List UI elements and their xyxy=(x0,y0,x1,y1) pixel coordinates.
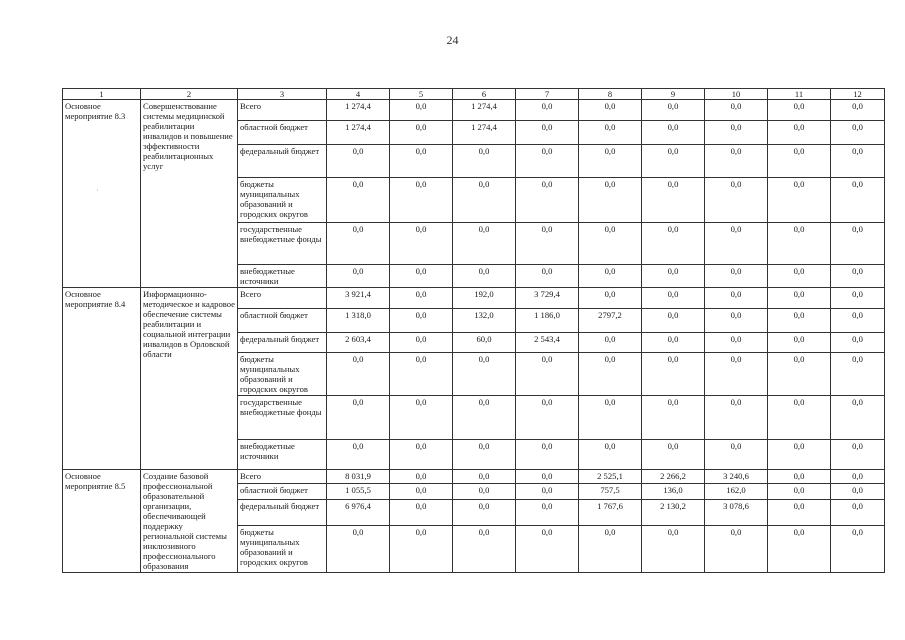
amount-cell: 2 130,2 xyxy=(642,500,705,526)
amount-cell: 0,0 xyxy=(453,353,516,396)
amount-cell: 192,0 xyxy=(453,288,516,309)
amount-cell: 0,0 xyxy=(516,484,579,500)
amount-cell: 0,0 xyxy=(390,145,453,178)
amount-cell: 136,0 xyxy=(642,484,705,500)
amount-cell: 3 078,6 xyxy=(705,500,768,526)
amount-cell: 0,0 xyxy=(327,265,390,288)
amount-cell: 0,0 xyxy=(642,440,705,470)
amount-cell: 0,0 xyxy=(768,440,831,470)
amount-cell: 0,0 xyxy=(579,178,642,223)
amount-cell: 0,0 xyxy=(768,333,831,353)
amount-cell: 3 921,4 xyxy=(327,288,390,309)
column-number: 1 xyxy=(63,89,141,100)
activity-name: Основное мероприятие 8.4 xyxy=(63,288,141,470)
amount-cell: 0,0 xyxy=(579,100,642,121)
column-number: 11 xyxy=(768,89,831,100)
amount-cell: 0,0 xyxy=(642,145,705,178)
funding-source: Всего xyxy=(238,288,327,309)
column-number: 2 xyxy=(141,89,238,100)
table-row xyxy=(63,288,885,309)
amount-cell: 0,0 xyxy=(516,526,579,573)
amount-cell: 0,0 xyxy=(579,288,642,309)
funding-source: государственные внебюджетные фонды xyxy=(238,396,327,440)
amount-cell: 6 976,4 xyxy=(327,500,390,526)
amount-cell: 0,0 xyxy=(705,100,768,121)
amount-cell: 0,0 xyxy=(327,353,390,396)
amount-cell: 0,0 xyxy=(327,145,390,178)
funding-source: областной бюджет xyxy=(238,309,327,333)
amount-cell: 0,0 xyxy=(831,396,885,440)
amount-cell: 0,0 xyxy=(831,333,885,353)
amount-cell: 162,0 xyxy=(705,484,768,500)
amount-cell: 0,0 xyxy=(768,178,831,223)
column-number-row xyxy=(63,89,885,100)
amount-cell: 0,0 xyxy=(831,470,885,484)
amount-cell: 0,0 xyxy=(516,223,579,265)
amount-cell: 0,0 xyxy=(642,265,705,288)
amount-cell: 0,0 xyxy=(705,265,768,288)
amount-cell: 1 186,0 xyxy=(516,309,579,333)
activity-description: Совершенствование системы медицинской реабилитации инвалидов и повышение эффективности реабилитационных услуг xyxy=(141,100,238,288)
amount-cell: 0,0 xyxy=(642,178,705,223)
amount-cell: 0,0 xyxy=(390,500,453,526)
amount-cell: 0,0 xyxy=(453,470,516,484)
amount-cell: 0,0 xyxy=(579,440,642,470)
amount-cell: 0,0 xyxy=(516,396,579,440)
table-row xyxy=(63,100,885,121)
amount-cell: 0,0 xyxy=(831,440,885,470)
column-number: 3 xyxy=(238,89,327,100)
amount-cell: 0,0 xyxy=(768,526,831,573)
amount-cell: 0,0 xyxy=(642,121,705,145)
amount-cell: 0,0 xyxy=(390,178,453,223)
activity-description: Информационно-методическое и кадровое обеспечение системы реабилитации и социальной интеграции инвалидов в Орловской области xyxy=(141,288,238,470)
amount-cell: 0,0 xyxy=(390,396,453,440)
amount-cell: 757,5 xyxy=(579,484,642,500)
amount-cell: 0,0 xyxy=(453,178,516,223)
funding-source: бюджеты муниципальных образований и городских округов xyxy=(238,526,327,573)
amount-cell: 1 767,6 xyxy=(579,500,642,526)
amount-cell: 0,0 xyxy=(579,353,642,396)
amount-cell: 0,0 xyxy=(768,309,831,333)
amount-cell: 0,0 xyxy=(516,440,579,470)
amount-cell: 0,0 xyxy=(768,100,831,121)
activity-description: Создание базовой профессиональной образовательной организации, обеспечивающей поддержку региональной системы инклюзивного профессионального образования xyxy=(141,470,238,573)
amount-cell: 0,0 xyxy=(390,121,453,145)
amount-cell: 0,0 xyxy=(705,333,768,353)
scan-speck: · xyxy=(96,186,99,195)
amount-cell: 0,0 xyxy=(579,396,642,440)
amount-cell: 60,0 xyxy=(453,333,516,353)
amount-cell: 2 603,4 xyxy=(327,333,390,353)
amount-cell: 0,0 xyxy=(831,100,885,121)
amount-cell: 0,0 xyxy=(516,100,579,121)
amount-cell: 0,0 xyxy=(390,100,453,121)
amount-cell: 0,0 xyxy=(831,121,885,145)
amount-cell: 0,0 xyxy=(831,265,885,288)
amount-cell: 0,0 xyxy=(768,500,831,526)
amount-cell: 0,0 xyxy=(768,265,831,288)
amount-cell: 0,0 xyxy=(768,121,831,145)
amount-cell: 0,0 xyxy=(453,145,516,178)
amount-cell: 0,0 xyxy=(579,121,642,145)
column-number: 12 xyxy=(831,89,885,100)
funding-source: федеральный бюджет xyxy=(238,333,327,353)
amount-cell: 0,0 xyxy=(705,526,768,573)
amount-cell: 0,0 xyxy=(831,309,885,333)
amount-cell: 0,0 xyxy=(516,145,579,178)
amount-cell: 0,0 xyxy=(327,440,390,470)
amount-cell: 0,0 xyxy=(390,288,453,309)
amount-cell: 0,0 xyxy=(516,353,579,396)
amount-cell: 0,0 xyxy=(453,526,516,573)
amount-cell: 0,0 xyxy=(642,333,705,353)
activity-name: Основное мероприятие 8.3 xyxy=(63,100,141,288)
amount-cell: 0,0 xyxy=(642,396,705,440)
funding-source: областной бюджет xyxy=(238,484,327,500)
amount-cell: 0,0 xyxy=(768,223,831,265)
amount-cell: 1 318,0 xyxy=(327,309,390,333)
amount-cell: 1 055,5 xyxy=(327,484,390,500)
amount-cell: 0,0 xyxy=(516,265,579,288)
amount-cell: 0,0 xyxy=(705,353,768,396)
amount-cell: 0,0 xyxy=(831,526,885,573)
amount-cell: 0,0 xyxy=(642,288,705,309)
amount-cell: 0,0 xyxy=(831,353,885,396)
amount-cell: 0,0 xyxy=(390,484,453,500)
amount-cell: 0,0 xyxy=(453,440,516,470)
amount-cell: 132,0 xyxy=(453,309,516,333)
amount-cell: 0,0 xyxy=(516,470,579,484)
column-number: 7 xyxy=(516,89,579,100)
amount-cell: 0,0 xyxy=(705,145,768,178)
amount-cell: 0,0 xyxy=(453,396,516,440)
budget-table xyxy=(62,88,885,573)
amount-cell: 0,0 xyxy=(390,333,453,353)
amount-cell: 2 266,2 xyxy=(642,470,705,484)
amount-cell: 0,0 xyxy=(453,500,516,526)
amount-cell: 1 274,4 xyxy=(453,100,516,121)
amount-cell: 0,0 xyxy=(831,178,885,223)
funding-source: государственные внебюджетные фонды xyxy=(238,223,327,265)
amount-cell: 0,0 xyxy=(390,265,453,288)
amount-cell: 0,0 xyxy=(705,223,768,265)
amount-cell: 0,0 xyxy=(831,288,885,309)
amount-cell: 0,0 xyxy=(642,100,705,121)
amount-cell: 0,0 xyxy=(579,333,642,353)
activity-name: Основное мероприятие 8.5 xyxy=(63,470,141,573)
amount-cell: 0,0 xyxy=(642,353,705,396)
amount-cell: 0,0 xyxy=(705,121,768,145)
funding-source: бюджеты муниципальных образований и городских округов xyxy=(238,353,327,396)
column-number: 8 xyxy=(579,89,642,100)
amount-cell: 0,0 xyxy=(768,470,831,484)
amount-cell: 0,0 xyxy=(579,145,642,178)
amount-cell: 0,0 xyxy=(516,121,579,145)
amount-cell: 8 031,9 xyxy=(327,470,390,484)
amount-cell: 0,0 xyxy=(390,309,453,333)
amount-cell: 0,0 xyxy=(831,484,885,500)
amount-cell: 0,0 xyxy=(768,353,831,396)
amount-cell: 0,0 xyxy=(642,526,705,573)
amount-cell: 3 729,4 xyxy=(516,288,579,309)
amount-cell: 0,0 xyxy=(390,353,453,396)
amount-cell: 0,0 xyxy=(768,484,831,500)
amount-cell: 0,0 xyxy=(390,223,453,265)
amount-cell: 0,0 xyxy=(642,309,705,333)
amount-cell: 0,0 xyxy=(705,288,768,309)
amount-cell: 2 543,4 xyxy=(516,333,579,353)
amount-cell: 0,0 xyxy=(390,526,453,573)
amount-cell: 0,0 xyxy=(579,526,642,573)
funding-source: внебюджетные источники xyxy=(238,265,327,288)
table-row xyxy=(63,470,885,484)
amount-cell: 0,0 xyxy=(516,178,579,223)
amount-cell: 2 525,1 xyxy=(579,470,642,484)
amount-cell: 0,0 xyxy=(579,265,642,288)
amount-cell: 0,0 xyxy=(705,178,768,223)
amount-cell: 0,0 xyxy=(768,396,831,440)
amount-cell: 1 274,4 xyxy=(327,100,390,121)
funding-source: федеральный бюджет xyxy=(238,500,327,526)
column-number: 6 xyxy=(453,89,516,100)
amount-cell: 1 274,4 xyxy=(327,121,390,145)
funding-source: внебюджетные источники xyxy=(238,440,327,470)
column-number: 4 xyxy=(327,89,390,100)
amount-cell: 0,0 xyxy=(453,484,516,500)
amount-cell: 0,0 xyxy=(831,500,885,526)
amount-cell: 0,0 xyxy=(768,145,831,178)
amount-cell: 0,0 xyxy=(453,223,516,265)
amount-cell: 0,0 xyxy=(327,396,390,440)
funding-source: Всего xyxy=(238,470,327,484)
funding-source: Всего xyxy=(238,100,327,121)
column-number: 10 xyxy=(705,89,768,100)
amount-cell: 0,0 xyxy=(390,470,453,484)
funding-source: федеральный бюджет xyxy=(238,145,327,178)
amount-cell: 0,0 xyxy=(705,396,768,440)
amount-cell: 0,0 xyxy=(453,265,516,288)
amount-cell: 0,0 xyxy=(390,440,453,470)
amount-cell: 2797,2 xyxy=(579,309,642,333)
amount-cell: 0,0 xyxy=(831,145,885,178)
amount-cell: 0,0 xyxy=(327,223,390,265)
funding-source: областной бюджет xyxy=(238,121,327,145)
amount-cell: 0,0 xyxy=(579,223,642,265)
amount-cell: 0,0 xyxy=(705,309,768,333)
page-number: 24 xyxy=(446,33,459,47)
amount-cell: 3 240,6 xyxy=(705,470,768,484)
amount-cell: 0,0 xyxy=(327,178,390,223)
funding-source: бюджеты муниципальных образований и городских округов xyxy=(238,178,327,223)
amount-cell: 0,0 xyxy=(516,500,579,526)
amount-cell: 0,0 xyxy=(642,223,705,265)
column-number: 5 xyxy=(390,89,453,100)
amount-cell: 0,0 xyxy=(705,440,768,470)
amount-cell: 1 274,4 xyxy=(453,121,516,145)
amount-cell: 0,0 xyxy=(831,223,885,265)
amount-cell: 0,0 xyxy=(768,288,831,309)
amount-cell: 0,0 xyxy=(327,526,390,573)
column-number: 9 xyxy=(642,89,705,100)
